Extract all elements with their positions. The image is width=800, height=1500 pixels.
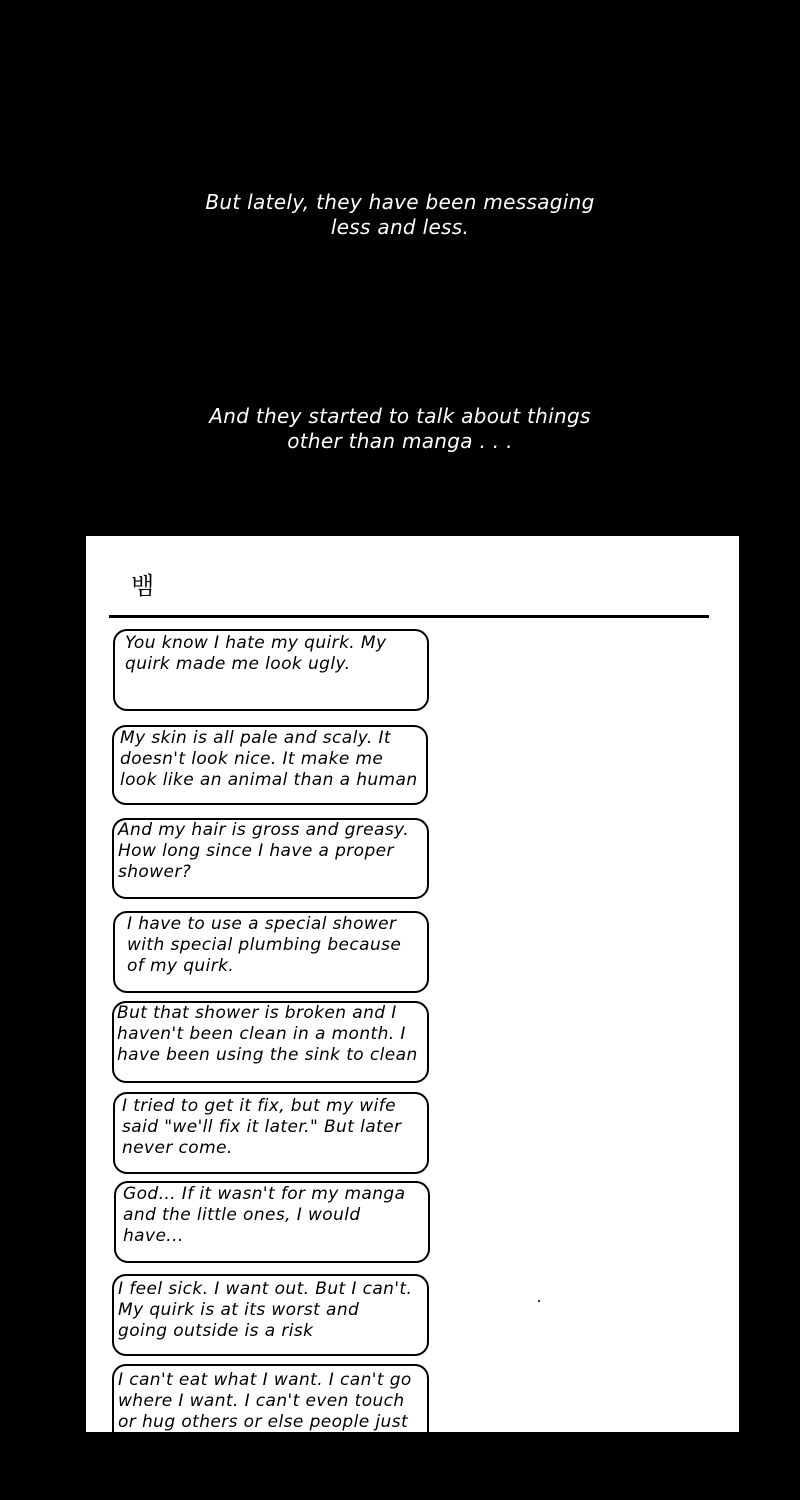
message-line: But that shower is broken and I: [117, 1003, 397, 1023]
message-line: have...: [123, 1226, 184, 1246]
chat-screen: [86, 536, 739, 1432]
message-line: said "we'll fix it later." But later: [122, 1117, 402, 1137]
narration-line: But lately, they have been messaging: [205, 190, 595, 214]
message-line: My quirk is at its worst and: [118, 1300, 360, 1320]
narration-caption-1: [0, 190, 800, 240]
message-line: I tried to get it fix, but my wife: [122, 1096, 396, 1116]
message-line: You know I hate my quirk. My: [125, 633, 387, 653]
message-line: I have to use a special shower: [127, 914, 397, 934]
message-line: have been using the sink to clean: [117, 1045, 418, 1065]
narration-line: other than manga . . .: [287, 429, 513, 453]
message-bubble: [112, 1001, 429, 1083]
message-line: shower?: [118, 862, 192, 882]
message-line: look like an animal than a human: [120, 770, 418, 790]
message-line: and the little ones, I would: [123, 1205, 361, 1225]
narration-caption-2: [0, 404, 800, 454]
narration-line: less and less.: [330, 215, 470, 239]
message-line: with special plumbing because: [127, 935, 402, 955]
message-bubble: [112, 725, 428, 805]
message-line: haven't been clean in a month. I: [117, 1024, 406, 1044]
message-line: of my quirk.: [127, 956, 235, 976]
message-line: My skin is all pale and scaly. It: [120, 728, 391, 748]
message-line: or hug others or else people just: [118, 1412, 409, 1432]
message-bubble: [113, 911, 429, 993]
message-line: God... If it wasn't for my manga: [123, 1184, 406, 1204]
message-bubble: [112, 818, 429, 899]
message-bubble: [112, 1364, 429, 1432]
contact-name: 뱀: [131, 572, 155, 600]
message-line: going outside is a risk: [118, 1321, 314, 1341]
narration-line: And they started to talk about things: [209, 404, 591, 428]
message-line: where I want. I can't even touch: [118, 1391, 405, 1411]
message-bubble: [114, 1181, 430, 1263]
message-line: I feel sick. I want out. But I can't.: [118, 1279, 413, 1299]
message-line: I can't eat what I want. I can't go: [118, 1370, 412, 1390]
message-bubble: [112, 1274, 429, 1356]
message-line: How long since I have a proper: [118, 841, 394, 861]
header-divider: [109, 615, 709, 618]
message-line: never come.: [122, 1138, 233, 1158]
stray-dot: [538, 1300, 540, 1302]
message-line: doesn't look nice. It make me: [120, 749, 384, 769]
message-line: quirk made me look ugly.: [125, 654, 351, 674]
message-bubble: [113, 629, 429, 711]
message-bubble: [113, 1092, 429, 1174]
message-line: And my hair is gross and greasy.: [118, 820, 410, 840]
